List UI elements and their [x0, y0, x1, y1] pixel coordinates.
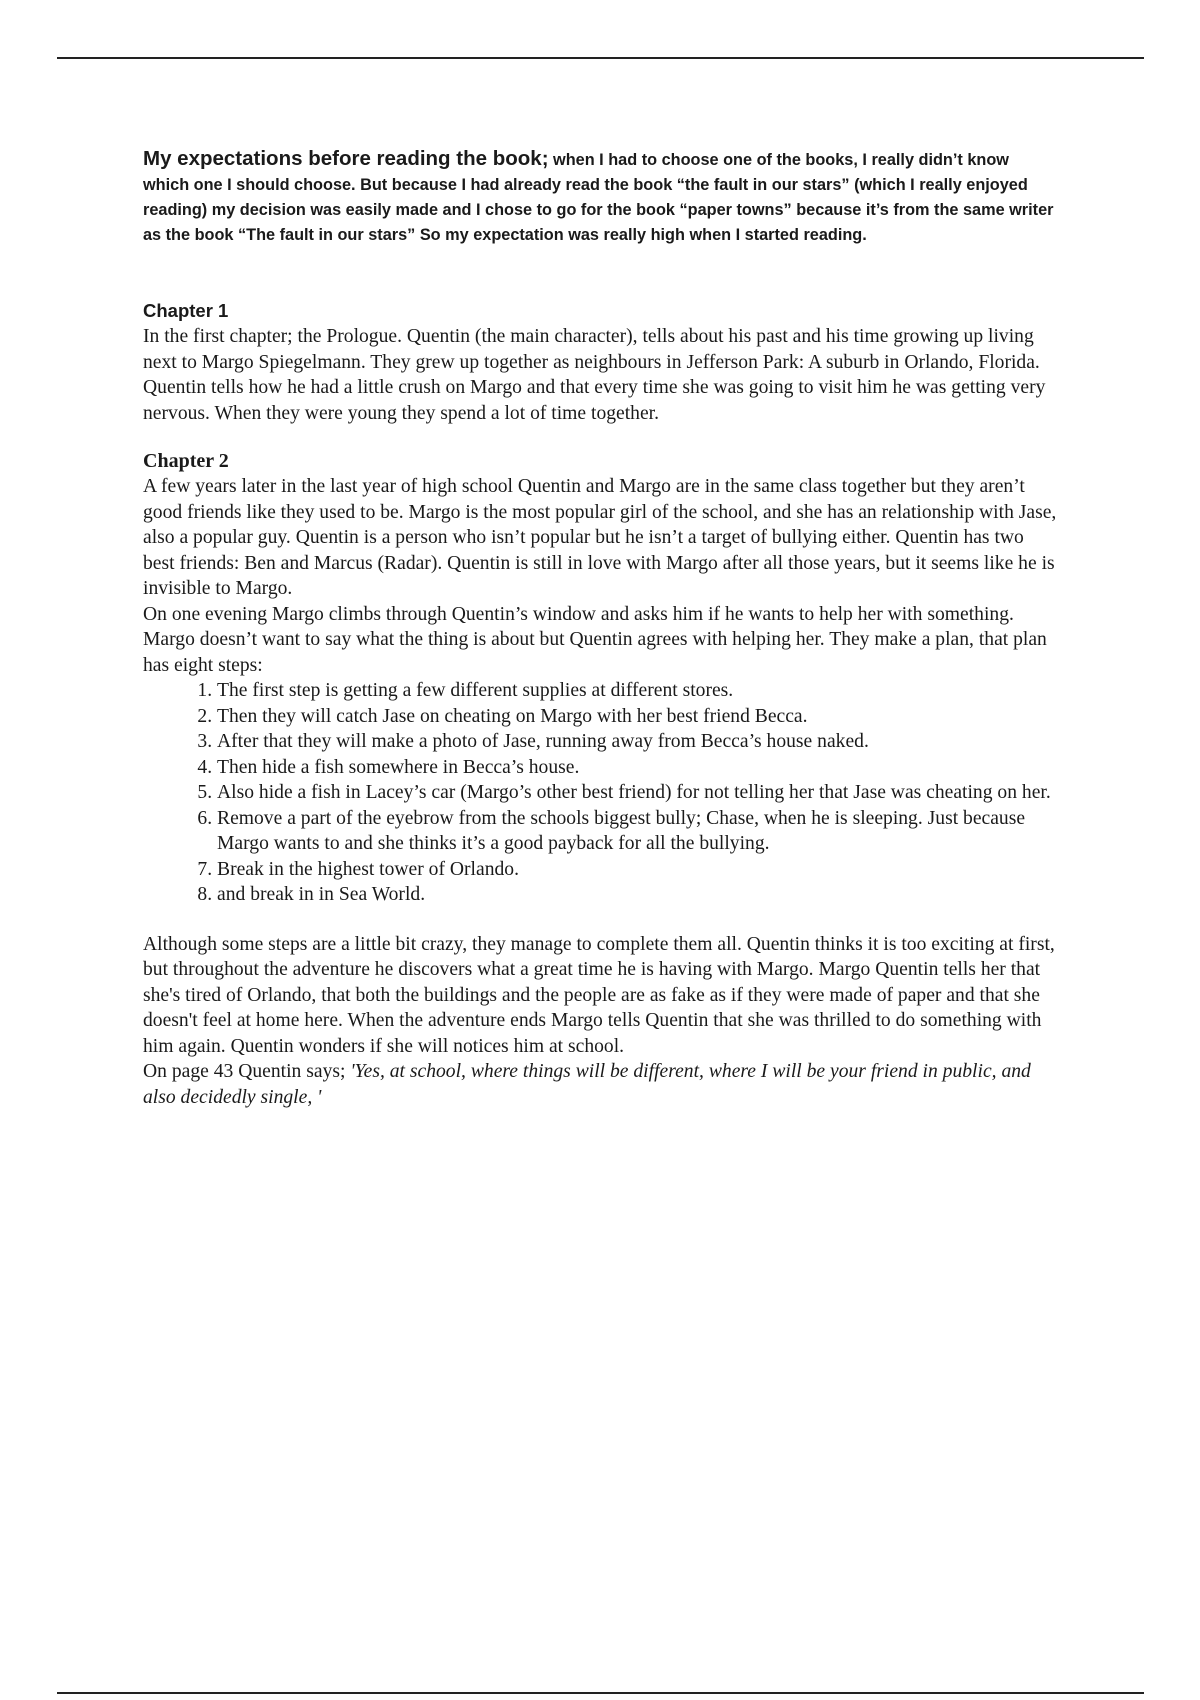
chapter-2-paragraph-3: Although some steps are a little bit crazy, they manage to complete them all. Quentin thinks it is too exciting at first, but throughout the adventure he discovers what a great time he is having with Margo. Margo Quentin tells her that she's tired of Orlando, that both the buildings and the people are as fake as if they were made of paper and that she doesn't feel at home here. When the adventure ends Margo tells Quentin that she was thrilled to do something with him again. Quentin wonders if she will notices him at school. — [143, 933, 1055, 1057]
intro-paragraph — [143, 146, 1058, 248]
list-item: 3. After that they will make a photo of Jase, running away from Becca’s house naked. — [217, 729, 1058, 755]
chapter-1-paragraph: In the first chapter; the Prologue. Quentin (the main character), tells about his past and his time growing up living next to Margo Spiegelmann. They grew up together as neighbours in Jefferson Park: A suburb in Orlando, Florida. Quentin tells how he had a little crush on Margo and that every time she was going to visit him he was getting very nervous. When they were young they spend a lot of time together. — [143, 326, 1046, 424]
list-item: 7. Break in the highest tower of Orlando. — [217, 857, 1058, 883]
bottom-rule — [57, 1692, 1144, 1694]
list-item: 2. Then they will catch Jase on cheating on Margo with her best friend Becca. — [217, 704, 1058, 730]
book-quote: 'Yes, at school, where things will be different, where I will be your friend in public, and also decidedly single, ' — [143, 1061, 1031, 1108]
list-item: 1. The first step is getting a few different supplies at different stores. — [217, 678, 1058, 704]
quote-paragraph — [143, 1059, 1058, 1110]
document-body — [143, 146, 1058, 1110]
list-item: 8. and break in in Sea World. — [217, 882, 1058, 908]
top-rule — [57, 57, 1144, 59]
intro-text: when I had to choose one of the books, I really didn’t know which one I should choose. But because I had already read the book “the fault in our stars” (which I really enjoyed reading) my decision was easily made and I chose to go for the book “paper towns” because it’s from the same writer as the book “The fault in our stars” So my expectation was really high when I started reading. — [143, 151, 1054, 244]
list-item: 5. Also hide a fish in Lacey’s car (Margo’s other best friend) for not telling her that Jase was cheating on her. — [217, 780, 1058, 806]
chapter-2-paragraph-1: A few years later in the last year of high school Quentin and Margo are in the same class together but they aren’t good friends like they used to be. Margo is the most popular girl of the school, and she has an relationship with Jase, also a popular guy. Quentin is a person who isn’t popular but he isn’t a target of bullying either. Quentin has two best friends: Ben and Marcus (Radar). Quentin is still in love with Margo after all those years, but it seems like he is invisible to Margo. — [143, 476, 1057, 599]
list-item: 4. Then hide a fish somewhere in Becca’s house. — [217, 755, 1058, 781]
intro-lead: My expectations before reading the book; — [143, 147, 549, 170]
chapter-2-heading: Chapter 2 — [143, 450, 229, 472]
chapter-2-paragraph-2: On one evening Margo climbs through Quentin’s window and asks him if he wants to help her with something. Margo doesn’t want to say what the thing is about but Quentin agrees with helping her. They make a plan, that plan has eight steps: — [143, 603, 1047, 676]
plan-steps-list — [143, 678, 1058, 908]
list-item: 6. Remove a part of the eyebrow from the schools biggest bully; Chase, when he is sleeping. Just because Margo wants to and she thinks it’s a good payback for all the bullying. — [217, 806, 1058, 857]
chapter-1-heading: Chapter 1 — [143, 300, 229, 321]
quote-intro: On page 43 Quentin says; — [143, 1061, 351, 1082]
